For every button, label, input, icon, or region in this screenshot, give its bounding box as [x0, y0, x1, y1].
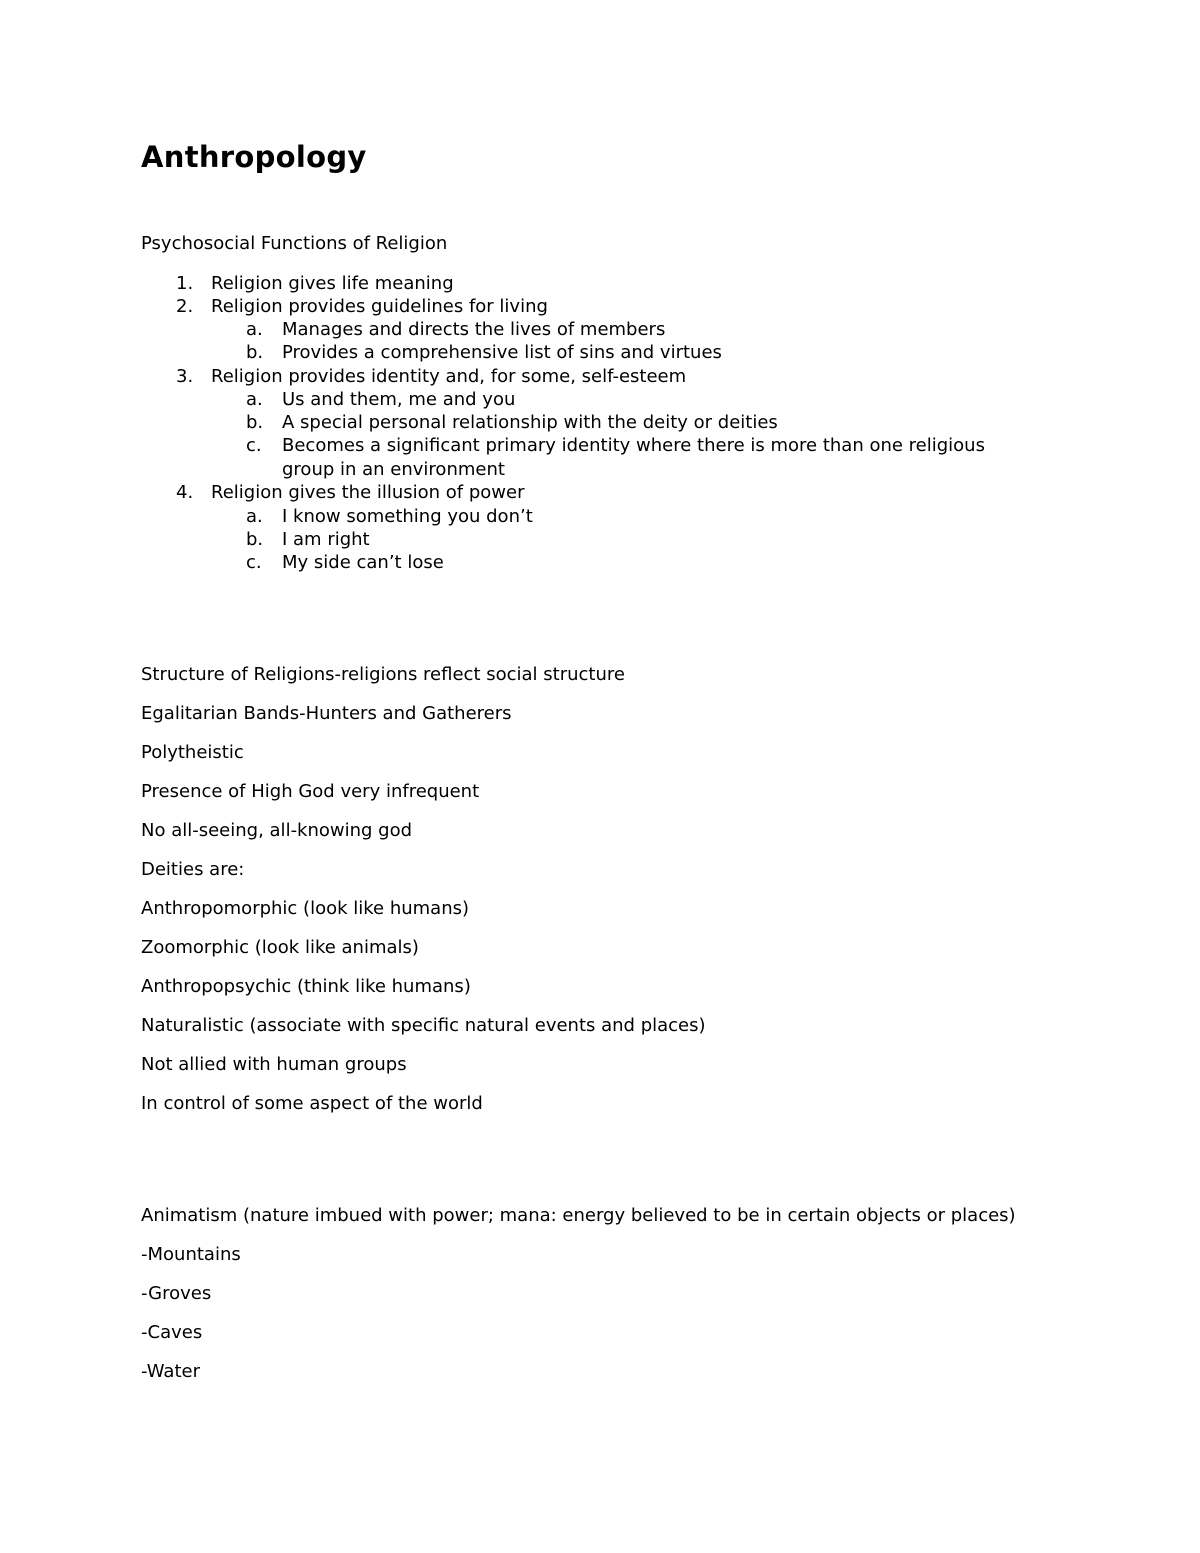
paragraph: Structure of Religions-religions reflect social structure: [141, 664, 625, 685]
list-item: [0, 481, 1200, 504]
paragraph: Naturalistic (associate with specific natural events and places): [141, 1015, 706, 1036]
sub-list-item: [0, 551, 1200, 574]
paragraph: -Groves: [141, 1283, 212, 1304]
section-heading: Psychosocial Functions of Religion: [141, 233, 448, 254]
paragraph: Presence of High God very infrequent: [141, 781, 480, 802]
paragraph: Anthropopsychic (think like humans): [141, 976, 471, 997]
sub-list-item-continuation: [0, 458, 1200, 481]
sub-list-marker: c.: [246, 435, 262, 456]
list-marker: 4.: [176, 482, 194, 503]
sub-list-item-text: I am right: [282, 529, 370, 550]
sub-list-item: [0, 528, 1200, 551]
list-item: [0, 365, 1200, 388]
list-item-text: Religion gives life meaning: [211, 273, 454, 294]
sub-list-marker: c.: [246, 552, 262, 573]
sub-list-marker: b.: [246, 342, 264, 363]
sub-list-item-text: I know something you don’t: [282, 506, 533, 527]
sub-list-item-text: My side can’t lose: [282, 552, 444, 573]
sub-list-marker: b.: [246, 529, 264, 550]
sub-list-item: [0, 341, 1200, 364]
paragraph: Egalitarian Bands-Hunters and Gatherers: [141, 703, 512, 724]
paragraph: In control of some aspect of the world: [141, 1093, 483, 1114]
paragraph: No all-seeing, all-knowing god: [141, 820, 413, 841]
sub-list-item-text: Provides a comprehensive list of sins and virtues: [282, 342, 722, 363]
list-marker: 2.: [176, 296, 194, 317]
paragraph: Polytheistic: [141, 742, 244, 763]
list-item-text: Religion provides guidelines for living: [211, 296, 548, 317]
sub-list-marker: a.: [246, 389, 263, 410]
sub-list-item: [0, 318, 1200, 341]
sub-list-item-text: A special personal relationship with the deity or deities: [282, 412, 778, 433]
paragraph: -Mountains: [141, 1244, 241, 1265]
paragraph: Not allied with human groups: [141, 1054, 407, 1075]
sub-list-item-text: Manages and directs the lives of members: [282, 319, 666, 340]
sub-list-item-text: Becomes a significant primary identity where there is more than one religious: [282, 435, 985, 456]
sub-list-marker: b.: [246, 412, 264, 433]
sub-list-item: [0, 411, 1200, 434]
list-marker: 3.: [176, 366, 194, 387]
sub-list-item: [0, 388, 1200, 411]
list-item: [0, 272, 1200, 295]
sub-list-marker: a.: [246, 319, 263, 340]
sub-list-marker: a.: [246, 506, 263, 527]
list-marker: 1.: [176, 273, 194, 294]
sub-list-item: [0, 434, 1200, 457]
sub-list-item-text: group in an environment: [282, 459, 505, 480]
list-item-text: Religion provides identity and, for some, self-esteem: [211, 366, 687, 387]
paragraph: Animatism (nature imbued with power; mana: energy believed to be in certain objects or places): [141, 1205, 1016, 1226]
paragraph: Deities are:: [141, 859, 245, 880]
list-item: [0, 295, 1200, 318]
sub-list-item: [0, 505, 1200, 528]
sub-list-item-text: Us and them, me and you: [282, 389, 516, 410]
list-item-text: Religion gives the illusion of power: [211, 482, 525, 503]
document-title: Anthropology: [141, 140, 367, 174]
paragraph: Zoomorphic (look like animals): [141, 937, 419, 958]
paragraph: Anthropomorphic (look like humans): [141, 898, 470, 919]
paragraph: -Water: [141, 1361, 200, 1382]
paragraph: -Caves: [141, 1322, 203, 1343]
